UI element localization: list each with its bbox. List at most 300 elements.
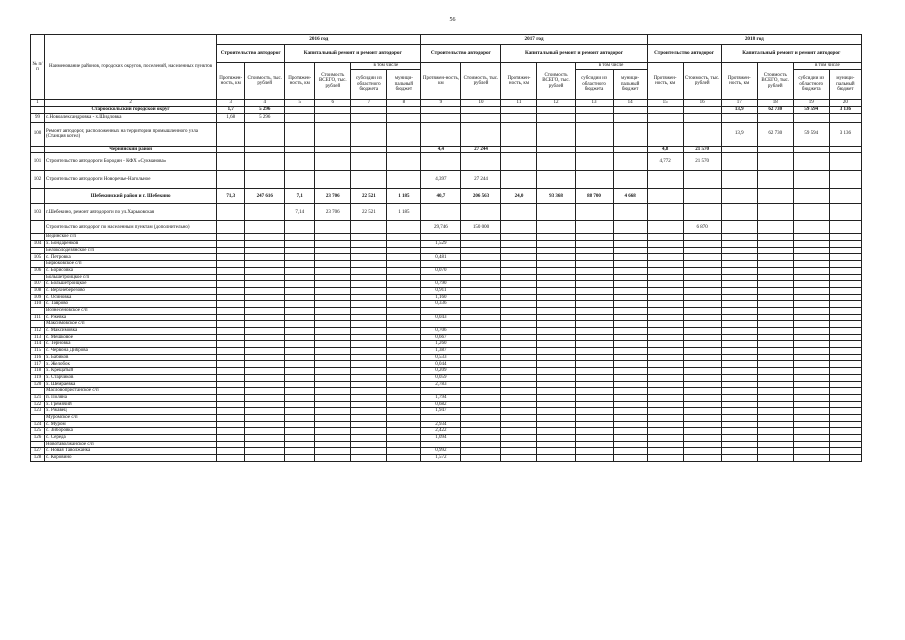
value-cell xyxy=(501,394,537,401)
value-cell xyxy=(461,341,501,348)
row-name: с. Муром xyxy=(45,421,217,428)
value-cell xyxy=(829,294,861,301)
value-cell xyxy=(683,281,721,288)
value-cell xyxy=(683,321,721,328)
value-cell xyxy=(537,414,575,421)
value-cell: 1,387 xyxy=(421,348,461,355)
value-cell xyxy=(829,361,861,368)
value-cell xyxy=(461,414,501,421)
value-cell xyxy=(575,267,613,274)
value-cell xyxy=(285,408,315,415)
value-cell xyxy=(387,435,421,442)
value-cell xyxy=(421,261,461,268)
value-cell xyxy=(757,301,793,308)
value-cell xyxy=(537,394,575,401)
value-cell xyxy=(575,221,613,234)
value-cell xyxy=(537,334,575,341)
value-cell xyxy=(501,388,537,395)
value-cell xyxy=(647,261,683,268)
value-cell xyxy=(537,361,575,368)
value-cell xyxy=(613,247,647,254)
value-cell xyxy=(683,455,721,462)
value-cell xyxy=(501,321,537,328)
value-cell xyxy=(217,221,245,234)
value-cell xyxy=(245,455,285,462)
value-cell xyxy=(245,254,285,261)
value-cell xyxy=(829,321,861,328)
value-cell xyxy=(647,455,683,462)
value-cell xyxy=(315,261,351,268)
value-cell xyxy=(461,274,501,281)
value-cell xyxy=(285,153,315,171)
value-cell xyxy=(351,247,387,254)
value-cell xyxy=(793,374,829,381)
column-number: 7 xyxy=(351,100,387,107)
value-cell xyxy=(285,241,315,248)
value-cell xyxy=(575,146,613,153)
value-cell: 40,7 xyxy=(421,189,461,204)
value-cell xyxy=(285,341,315,348)
value-cell xyxy=(217,301,245,308)
table-row xyxy=(31,314,862,321)
value-cell xyxy=(461,448,501,455)
row-number xyxy=(31,221,45,234)
row-name: Вознесеновское с/п xyxy=(45,307,217,314)
value-cell xyxy=(245,122,285,146)
value-cell xyxy=(217,414,245,421)
value-cell xyxy=(613,321,647,328)
value-cell: 3 136 xyxy=(829,107,861,114)
value-cell xyxy=(421,122,461,146)
value-cell xyxy=(757,348,793,355)
table-row xyxy=(31,261,862,268)
value-cell xyxy=(757,189,793,204)
value-cell xyxy=(613,394,647,401)
value-cell xyxy=(285,361,315,368)
value-cell xyxy=(757,321,793,328)
value-cell xyxy=(315,107,351,114)
value-cell: 88 700 xyxy=(575,189,613,204)
value-cell xyxy=(387,267,421,274)
value-cell: 0,682 xyxy=(421,401,461,408)
value-cell xyxy=(421,247,461,254)
value-cell xyxy=(647,348,683,355)
row-number: 100 xyxy=(31,122,45,146)
value-cell xyxy=(387,428,421,435)
row-number: 114 xyxy=(31,341,45,348)
value-cell xyxy=(387,261,421,268)
value-cell xyxy=(613,314,647,321)
value-cell xyxy=(721,348,757,355)
value-cell xyxy=(575,241,613,248)
value-cell xyxy=(647,328,683,335)
value-cell xyxy=(721,204,757,221)
value-cell xyxy=(387,341,421,348)
row-number xyxy=(31,234,45,241)
value-cell xyxy=(721,448,757,455)
value-cell xyxy=(351,287,387,294)
value-cell xyxy=(829,341,861,348)
value-cell xyxy=(575,354,613,361)
value-cell xyxy=(351,421,387,428)
value-cell xyxy=(351,314,387,321)
value-cell xyxy=(829,448,861,455)
value-cell xyxy=(501,408,537,415)
value-cell xyxy=(315,307,351,314)
row-name: с.Новоалександровка - х.Шидловка xyxy=(45,113,217,122)
value-cell xyxy=(613,113,647,122)
value-cell xyxy=(461,428,501,435)
value-cell xyxy=(537,107,575,114)
row-name: г.Шебекино, ремонт автодороги по ул.Харьковская xyxy=(45,204,217,221)
value-cell: 21 570 xyxy=(683,153,721,171)
value-cell xyxy=(461,247,501,254)
column-number: 14 xyxy=(613,100,647,107)
value-cell xyxy=(613,204,647,221)
value-cell xyxy=(613,361,647,368)
value-cell xyxy=(613,328,647,335)
value-cell: 62 730 xyxy=(757,122,793,146)
value-cell xyxy=(351,221,387,234)
value-cell xyxy=(537,408,575,415)
row-name: Муромское с/п xyxy=(45,414,217,421)
value-cell: 0,790 xyxy=(421,281,461,288)
table-row xyxy=(31,274,862,281)
value-cell: 1 185 xyxy=(387,189,421,204)
value-cell xyxy=(683,314,721,321)
value-cell xyxy=(387,107,421,114)
value-cell xyxy=(351,294,387,301)
value-cell xyxy=(421,321,461,328)
value-cell xyxy=(647,122,683,146)
value-cell xyxy=(501,267,537,274)
value-cell xyxy=(683,328,721,335)
value-cell xyxy=(613,354,647,361)
road-funding-table xyxy=(30,34,862,462)
value-cell xyxy=(793,428,829,435)
table-row xyxy=(31,441,862,448)
value-cell xyxy=(315,122,351,146)
value-cell xyxy=(217,361,245,368)
value-cell xyxy=(613,421,647,428)
value-cell xyxy=(683,348,721,355)
value-cell xyxy=(315,421,351,428)
value-cell xyxy=(387,421,421,428)
value-cell xyxy=(501,153,537,171)
value-cell xyxy=(757,204,793,221)
value-cell xyxy=(647,354,683,361)
value-cell xyxy=(387,334,421,341)
value-cell xyxy=(829,146,861,153)
value-cell: 21 570 xyxy=(683,146,721,153)
value-cell xyxy=(285,247,315,254)
value-cell xyxy=(351,441,387,448)
value-cell xyxy=(245,261,285,268)
value-cell xyxy=(647,428,683,435)
value-cell xyxy=(613,401,647,408)
value-cell xyxy=(387,274,421,281)
district-row xyxy=(31,189,862,204)
value-cell xyxy=(721,388,757,395)
row-name: х. Желобок xyxy=(45,361,217,368)
value-cell xyxy=(537,321,575,328)
value-cell xyxy=(537,307,575,314)
value-cell xyxy=(501,281,537,288)
value-cell xyxy=(683,421,721,428)
value-cell xyxy=(245,408,285,415)
value-cell xyxy=(351,334,387,341)
value-cell: 23 706 xyxy=(315,204,351,221)
value-cell xyxy=(501,374,537,381)
value-cell xyxy=(245,153,285,171)
value-cell: 59 594 xyxy=(793,122,829,146)
value-cell xyxy=(285,448,315,455)
value-cell xyxy=(537,421,575,428)
value-cell: 24,0 xyxy=(501,189,537,204)
value-cell xyxy=(315,381,351,388)
value-cell xyxy=(315,281,351,288)
value-cell xyxy=(315,254,351,261)
value-cell xyxy=(829,204,861,221)
value-cell xyxy=(285,401,315,408)
value-cell xyxy=(245,281,285,288)
value-cell xyxy=(683,261,721,268)
table-row xyxy=(31,294,862,301)
value-cell xyxy=(537,261,575,268)
row-name: с. Ржевка xyxy=(45,314,217,321)
value-cell xyxy=(501,401,537,408)
row-number xyxy=(31,189,45,204)
value-cell xyxy=(757,267,793,274)
value-cell xyxy=(285,381,315,388)
value-cell xyxy=(285,374,315,381)
value-cell xyxy=(721,281,757,288)
value-cell xyxy=(245,414,285,421)
value-cell: 2,934 xyxy=(421,421,461,428)
row-name: х. Крещатый xyxy=(45,368,217,375)
value-cell xyxy=(829,189,861,204)
table-row xyxy=(31,301,862,308)
value-cell xyxy=(217,341,245,348)
row-name: п. Поляна xyxy=(45,394,217,401)
value-cell xyxy=(351,435,387,442)
subsidy-header: субсидии из областного бюджета xyxy=(793,70,829,100)
value-cell xyxy=(537,354,575,361)
table-row xyxy=(31,171,862,189)
value-cell xyxy=(501,428,537,435)
value-cell xyxy=(245,428,285,435)
table-row xyxy=(31,435,862,442)
value-cell xyxy=(575,274,613,281)
column-number: 13 xyxy=(575,100,613,107)
value-cell xyxy=(721,321,757,328)
value-cell xyxy=(575,401,613,408)
value-cell xyxy=(217,401,245,408)
value-cell: 62 730 xyxy=(757,107,793,114)
value-cell xyxy=(285,334,315,341)
row-name: Строительство автодорог по населенным пунктам (дополнительно) xyxy=(45,221,217,234)
value-cell xyxy=(829,394,861,401)
value-cell xyxy=(613,381,647,388)
value-cell xyxy=(315,348,351,355)
value-cell xyxy=(721,267,757,274)
value-cell xyxy=(575,388,613,395)
value-cell xyxy=(351,254,387,261)
value-cell xyxy=(245,146,285,153)
value-cell xyxy=(793,321,829,328)
row-name: Большетроицкое с/п xyxy=(45,274,217,281)
value-cell xyxy=(575,428,613,435)
column-number: 8 xyxy=(387,100,421,107)
value-cell xyxy=(757,341,793,348)
value-cell xyxy=(387,146,421,153)
value-cell xyxy=(683,448,721,455)
value-cell xyxy=(245,388,285,395)
value-cell xyxy=(647,448,683,455)
value-cell xyxy=(793,368,829,375)
value-cell: 1,094 xyxy=(421,435,461,442)
value-cell xyxy=(613,441,647,448)
value-cell xyxy=(829,307,861,314)
value-cell xyxy=(387,301,421,308)
value-cell xyxy=(461,287,501,294)
value-cell xyxy=(285,328,315,335)
value-cell xyxy=(721,221,757,234)
value-cell xyxy=(647,361,683,368)
value-cell xyxy=(647,274,683,281)
row-name: Строительство автодороги Новоречье-Нагольное xyxy=(45,171,217,189)
value-cell xyxy=(793,314,829,321)
value-cell xyxy=(683,341,721,348)
length-header: Протяжен-ность, км xyxy=(285,63,315,100)
value-cell xyxy=(613,171,647,189)
value-cell xyxy=(501,254,537,261)
value-cell xyxy=(245,274,285,281)
column-number: 2 xyxy=(45,100,217,107)
value-cell xyxy=(501,368,537,375)
value-cell xyxy=(793,254,829,261)
value-cell xyxy=(501,381,537,388)
value-cell xyxy=(683,368,721,375)
value-cell xyxy=(647,267,683,274)
value-cell xyxy=(501,171,537,189)
value-cell xyxy=(793,341,829,348)
value-cell xyxy=(285,221,315,234)
value-cell xyxy=(829,381,861,388)
value-cell xyxy=(315,328,351,335)
value-cell: 1,7 xyxy=(217,107,245,114)
construction-2017-header: Строительство автодорог xyxy=(421,45,501,63)
row-number: 109 xyxy=(31,294,45,301)
value-cell xyxy=(829,354,861,361)
value-cell xyxy=(351,113,387,122)
value-cell xyxy=(721,421,757,428)
value-cell xyxy=(757,334,793,341)
value-cell xyxy=(285,394,315,401)
row-name: Максимовское с/п xyxy=(45,321,217,328)
length-header: Протяжен-ность, км xyxy=(501,63,537,100)
value-cell xyxy=(315,301,351,308)
table-row xyxy=(31,414,862,421)
value-cell xyxy=(757,408,793,415)
value-cell xyxy=(285,261,315,268)
row-name: с. Верхнеберезово xyxy=(45,287,217,294)
row-number: 125 xyxy=(31,428,45,435)
municipal-header: муници-пальный бюджет xyxy=(387,70,421,100)
value-cell xyxy=(387,354,421,361)
table-row xyxy=(31,307,862,314)
value-cell xyxy=(575,107,613,114)
value-cell: 22 521 xyxy=(351,204,387,221)
value-cell xyxy=(537,314,575,321)
value-cell xyxy=(245,374,285,381)
value-cell: 13,9 xyxy=(721,107,757,114)
value-cell xyxy=(245,314,285,321)
value-cell xyxy=(721,414,757,421)
value-cell xyxy=(647,321,683,328)
value-cell xyxy=(613,221,647,234)
value-cell xyxy=(315,368,351,375)
row-number xyxy=(31,441,45,448)
value-cell xyxy=(647,294,683,301)
value-cell xyxy=(387,321,421,328)
value-cell xyxy=(461,241,501,248)
value-cell xyxy=(721,408,757,415)
value-cell xyxy=(537,448,575,455)
value-cell xyxy=(501,113,537,122)
value-cell xyxy=(757,435,793,442)
length-header: Протяжен-ность, км xyxy=(217,63,245,100)
value-cell xyxy=(537,171,575,189)
value-cell xyxy=(421,307,461,314)
value-cell xyxy=(461,204,501,221)
row-number xyxy=(31,307,45,314)
value-cell: 0,992 xyxy=(421,448,461,455)
value-cell xyxy=(683,307,721,314)
cost-total-header: Стоимость ВСЕГО, тыс. рублей xyxy=(537,63,575,100)
value-cell xyxy=(285,281,315,288)
value-cell: 150 000 xyxy=(461,221,501,234)
value-cell xyxy=(537,281,575,288)
value-cell xyxy=(501,294,537,301)
value-cell xyxy=(683,241,721,248)
table-row xyxy=(31,408,862,415)
value-cell xyxy=(575,361,613,368)
value-cell xyxy=(793,247,829,254)
value-cell xyxy=(501,314,537,321)
value-cell xyxy=(351,381,387,388)
value-cell xyxy=(647,301,683,308)
value-cell xyxy=(793,354,829,361)
value-cell xyxy=(537,247,575,254)
value-cell xyxy=(575,341,613,348)
value-cell xyxy=(757,314,793,321)
value-cell xyxy=(829,348,861,355)
col-no-header: № п/п xyxy=(31,35,45,100)
value-cell xyxy=(829,171,861,189)
value-cell xyxy=(757,241,793,248)
row-name: с. Новая Таволжанка xyxy=(45,448,217,455)
value-cell xyxy=(793,414,829,421)
row-number xyxy=(31,107,45,114)
value-cell xyxy=(793,421,829,428)
value-cell xyxy=(793,287,829,294)
value-cell xyxy=(245,294,285,301)
row-number xyxy=(31,261,45,268)
value-cell xyxy=(575,281,613,288)
value-cell xyxy=(537,234,575,241)
value-cell xyxy=(613,448,647,455)
